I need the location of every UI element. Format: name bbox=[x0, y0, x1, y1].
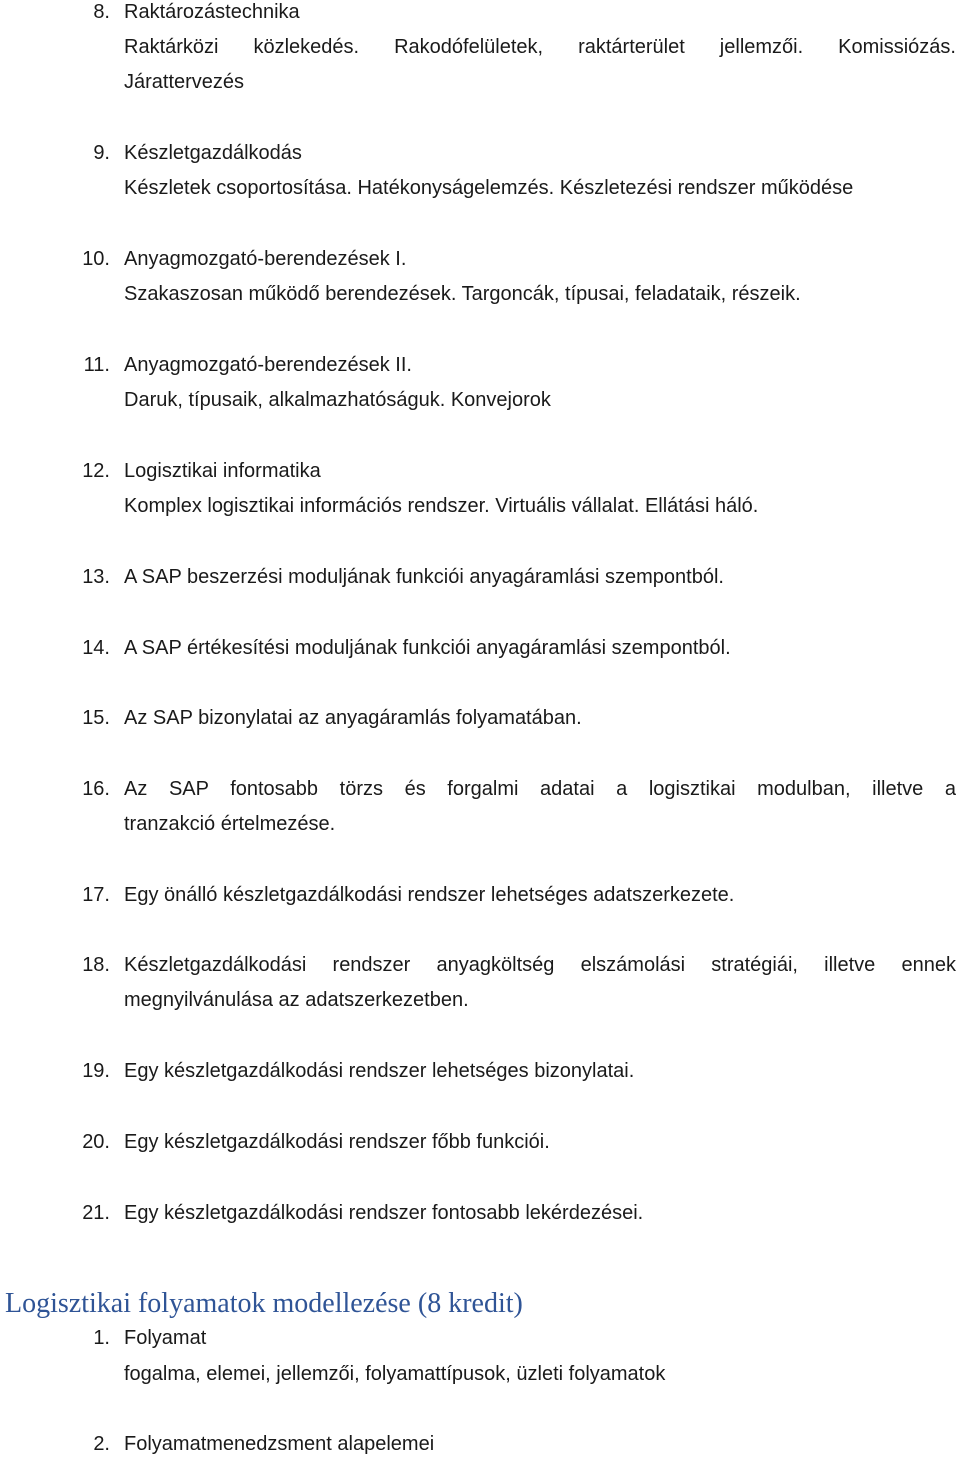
item-title: Egy készletgazdálkodási rendszer fontosabb lekérdezései. bbox=[124, 1202, 644, 1224]
item-number: 12. bbox=[82, 460, 110, 482]
item-number: 19. bbox=[82, 1060, 110, 1082]
item-number: 15. bbox=[82, 707, 110, 729]
item-title: Folyamatmenedzsment alapelemei bbox=[124, 1433, 435, 1455]
item-title: Egy készletgazdálkodási rendszer lehetséges bizonylatai. bbox=[124, 1060, 635, 1082]
item-description: fogalma, elemei, jellemzői, folyamattípusok, üzleti folyamatok bbox=[124, 1363, 666, 1385]
item-number: 18. bbox=[82, 954, 110, 976]
item-description: Raktárközi közlekedés. Rakodófelületek, raktárterület jellemzői. Komissiózás. bbox=[124, 36, 956, 58]
item-title: A SAP beszerzési moduljának funkciói anyagáramlási szempontból. bbox=[124, 566, 724, 588]
item-title-continued: megnyilvánulása az adatszerkezetben. bbox=[124, 989, 469, 1011]
item-title: Anyagmozgató-berendezések I. bbox=[124, 248, 407, 270]
item-title: Készletgazdálkodás bbox=[124, 142, 302, 164]
item-title: Készletgazdálkodási rendszer anyagköltség elszámolási stratégiái, illetve ennek bbox=[124, 954, 956, 976]
item-number: 8. bbox=[93, 1, 110, 23]
item-number: 16. bbox=[82, 778, 110, 800]
item-number: 14. bbox=[82, 637, 110, 659]
item-number: 13. bbox=[82, 566, 110, 588]
item-description: Készletek csoportosítása. Hatékonyságelemzés. Készletezési rendszer működése bbox=[124, 177, 854, 199]
item-title: Logisztikai informatika bbox=[124, 460, 321, 482]
item-title: Folyamat bbox=[124, 1327, 207, 1349]
item-number: 11. bbox=[83, 354, 110, 376]
item-number: 21. bbox=[82, 1202, 110, 1224]
item-number: 20. bbox=[82, 1131, 110, 1153]
item-number: 2. bbox=[93, 1433, 110, 1455]
item-description: Komplex logisztikai információs rendszer. Virtuális vállalat. Ellátási háló. bbox=[124, 495, 759, 517]
item-description-continued: Járattervezés bbox=[124, 71, 245, 93]
item-title: Az SAP fontosabb törzs és forgalmi adatai a logisztikai modulban, illetve a bbox=[124, 778, 956, 800]
item-number: 9. bbox=[93, 142, 110, 164]
item-description: Szakaszosan működő berendezések. Targoncák, típusai, feladataik, részeik. bbox=[124, 283, 801, 305]
item-title: Raktározástechnika bbox=[124, 1, 300, 23]
item-number: 1. bbox=[93, 1327, 110, 1349]
item-title-continued: tranzakció értelmezése. bbox=[124, 813, 336, 835]
item-number: 17. bbox=[82, 884, 110, 906]
item-title: A SAP értékesítési moduljának funkciói anyagáramlási szempontból. bbox=[124, 637, 731, 659]
item-title: Egy önálló készletgazdálkodási rendszer lehetséges adatszerkezete. bbox=[124, 884, 735, 906]
item-title: Anyagmozgató-berendezések II. bbox=[124, 354, 412, 376]
item-title: Az SAP bizonylatai az anyagáramlás folyamatában. bbox=[124, 707, 582, 729]
item-number: 10. bbox=[82, 248, 110, 270]
item-title: Egy készletgazdálkodási rendszer főbb funkciói. bbox=[124, 1131, 550, 1153]
item-description: Daruk, típusaik, alkalmazhatóságuk. Konvejorok bbox=[124, 389, 551, 411]
section-heading: Logisztikai folyamatok modellezése (8 kredit) bbox=[5, 1288, 523, 1319]
